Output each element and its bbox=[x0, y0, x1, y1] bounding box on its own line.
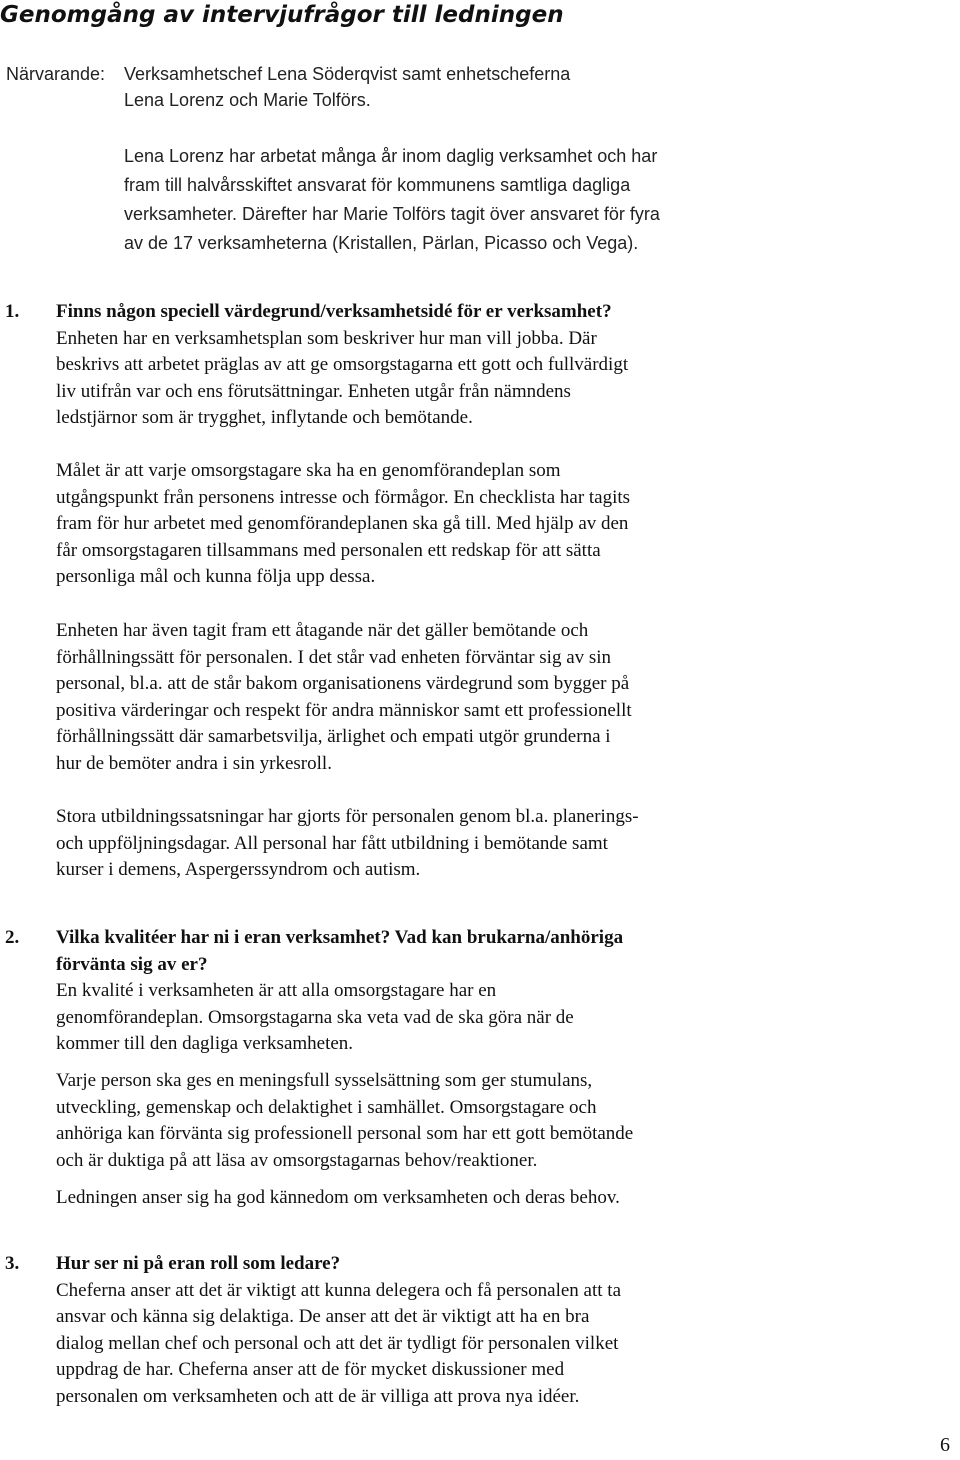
answer-line: kommer till den dagliga verksamheten. bbox=[56, 1033, 354, 1055]
answer-line: dialog mellan chef och personal och att det är tydligt för personalen vilket bbox=[56, 1332, 619, 1354]
answer-line: ansvar och känna sig delaktiga. De anser att det är viktigt att ha en bra bbox=[56, 1306, 590, 1328]
question-block bbox=[56, 299, 776, 432]
answer-line: Stora utbildningssatsningar har gjorts för personalen genom bl.a. planerings- bbox=[56, 806, 639, 827]
answer-paragraph bbox=[56, 804, 776, 884]
answer-line: fram för hur arbetet med genomförandeplanen ska gå till. Med hjälp av den bbox=[56, 513, 629, 535]
answer-line: beskrivs att arbetet präglas av att ge omsorgstagarna ett gott och fullvärdigt bbox=[56, 354, 629, 376]
question-text: förvänta sig av er? bbox=[56, 953, 208, 975]
question-number: 1. bbox=[5, 301, 20, 322]
answer-line: ledstjärnor som är trygghet, inflytande och bemötande. bbox=[56, 407, 473, 429]
answer-line: förhållningssätt där samarbetsvilja, ärlighet och empati utgör grunderna i bbox=[56, 726, 611, 748]
question-block bbox=[56, 1251, 776, 1411]
answer-line: personal, bl.a. att de står bakom organisationens värdegrund som bygger på bbox=[56, 673, 630, 695]
answer-paragraph bbox=[56, 618, 776, 778]
answer-line: Cheferna anser att det är viktigt att kunna delegera och få personalen att ta bbox=[56, 1279, 621, 1301]
question-text: Vilka kvalitéer har ni i eran verksamhet? Vad kan brukarna/anhöriga bbox=[56, 927, 624, 948]
answer-line: Enheten har även tagit fram ett åtagande när det gäller bemötande och bbox=[56, 620, 589, 641]
intro-line: av de 17 verksamheterna (Kristallen, Pärlan, Picasso och Vega). bbox=[124, 233, 639, 253]
answer-paragraph bbox=[56, 458, 776, 591]
intro-paragraph bbox=[124, 142, 784, 258]
intro-line: fram till halvårsskiftet ansvarat för kommunens samtliga dagliga bbox=[124, 175, 631, 195]
answer-line: liv utifrån var och ens förutsättningar. Enheten utgår från nämndens bbox=[56, 380, 571, 402]
answer-line: genomförandeplan. Omsorgstagarna ska veta vad de ska göra när de bbox=[56, 1006, 574, 1028]
intro-line: verksamheter. Därefter har Marie Tolförs tagit över ansvaret för fyra bbox=[124, 204, 660, 224]
answer-line: utveckling, gemenskap och delaktighet i samhället. Omsorgstagare och bbox=[56, 1096, 597, 1118]
answer-line: Varje person ska ges en meningsfull sysselsättning som ger stumulans, bbox=[56, 1070, 593, 1091]
attendees bbox=[6, 61, 570, 113]
answer-line: och uppföljningsdagar. All personal har fått utbildning i bemötande samt bbox=[56, 832, 608, 854]
answer-line: får omsorgstagaren tillsammans med personalen ett redskap för att sätta bbox=[56, 539, 601, 561]
answer-line: kurser i demens, Aspergerssyndrom och autism. bbox=[56, 859, 421, 881]
answer-line: och är duktiga på att läsa av omsorgstagarnas behov/reaktioner. bbox=[56, 1149, 538, 1171]
answer-line: Ledningen anser sig ha god kännedom om verksamheten och deras behov. bbox=[56, 1187, 620, 1208]
intro-line: Lena Lorenz har arbetat många år inom daglig verksamhet och har bbox=[124, 146, 658, 166]
answer-line: utgångspunkt från personens intresse och förmågor. En checklista har tagits bbox=[56, 486, 631, 508]
page-number: 6 bbox=[940, 1434, 950, 1456]
answer-line: anhöriga kan förvänta sig professionell personal som har ett gott bemötande bbox=[56, 1123, 634, 1145]
answer-line: personalen om verksamheten och att de är villiga att prova nya idéer. bbox=[56, 1385, 580, 1407]
page-title: Genomgång av intervjufrågor till ledningen bbox=[0, 2, 564, 28]
answer-line: uppdrag de har. Cheferna anser att de för mycket diskussioner med bbox=[56, 1359, 565, 1381]
answer-line: hur de bemöter andra i sin yrkesroll. bbox=[56, 752, 332, 774]
answer-line: positiva värderingar och respekt för andra människor samt ett professionellt bbox=[56, 699, 632, 721]
answer-paragraph bbox=[56, 1185, 776, 1212]
answer-line: En kvalité i verksamheten är att alla omsorgstagare har en bbox=[56, 980, 497, 1002]
answer-line: personliga mål och kunna följa upp dessa. bbox=[56, 566, 376, 588]
question-text: Hur ser ni på eran roll som ledare? bbox=[56, 1253, 341, 1274]
answer-line: Enheten har en verksamhetsplan som beskriver hur man vill jobba. Där bbox=[56, 327, 597, 349]
answer-paragraph bbox=[56, 1068, 776, 1174]
question-number: 3. bbox=[5, 1253, 20, 1274]
attendees-label: Närvarande: bbox=[6, 64, 106, 84]
attendees-line: Verksamhetschef Lena Söderqvist samt enhetscheferna bbox=[124, 64, 571, 84]
attendees-line: Lena Lorenz och Marie Tolförs. bbox=[124, 90, 371, 110]
question-text: Finns någon speciell värdegrund/verksamhetsidé för er verksamhet? bbox=[56, 301, 612, 322]
answer-line: förhållningssätt för personalen. I det står vad enheten förväntar sig av sin bbox=[56, 646, 612, 668]
answer-line: Målet är att varje omsorgstagare ska ha en genomförandeplan som bbox=[56, 460, 561, 481]
question-block bbox=[56, 925, 776, 1058]
question-number: 2. bbox=[5, 927, 20, 948]
